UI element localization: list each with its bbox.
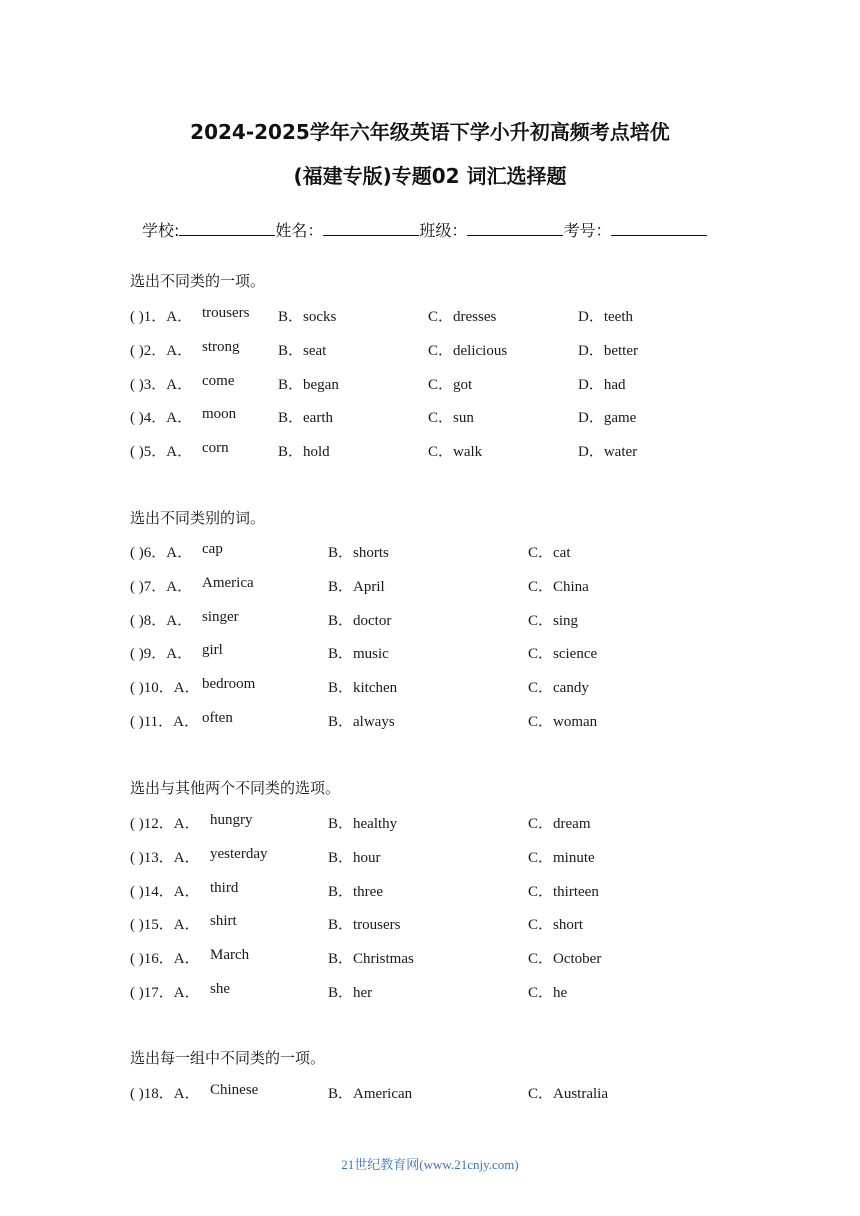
question-number: ( )18．A． xyxy=(130,1086,200,1102)
option-a: often xyxy=(202,710,233,726)
question-number: ( )13．A． xyxy=(130,849,200,866)
option-a: third xyxy=(210,879,239,896)
option-a: America xyxy=(202,574,254,591)
option-c: C．dream xyxy=(528,816,591,832)
option-b: B．American xyxy=(328,1086,413,1102)
name-blank xyxy=(323,221,419,236)
option-c: C．cat xyxy=(528,545,571,561)
question-row xyxy=(130,846,730,866)
question-row xyxy=(130,541,730,561)
question-row xyxy=(130,339,730,359)
class-blank xyxy=(467,221,563,236)
question-number: ( )9．A． xyxy=(130,646,193,663)
question-number: ( )12．A． xyxy=(130,816,200,832)
school-label: 学校: xyxy=(142,221,180,240)
option-c: C．dresses xyxy=(428,309,497,325)
option-c: C．got xyxy=(428,376,473,393)
class-label: 班级： xyxy=(419,221,468,240)
option-b: B．kitchen xyxy=(328,680,398,697)
option-b: B．always xyxy=(328,714,395,730)
question-number: ( )7．A． xyxy=(130,578,193,595)
option-d: D．water xyxy=(578,444,638,461)
question-row xyxy=(130,913,730,933)
option-c: C．thirteen xyxy=(528,883,599,900)
option-d: D．better xyxy=(578,342,638,359)
section-title: 选出每一组中不同类的一项。 xyxy=(130,1049,326,1067)
option-b: B．Christmas xyxy=(328,951,414,968)
option-a: March xyxy=(210,947,250,964)
question-number: ( )3．A． xyxy=(130,376,193,393)
option-b: B．healthy xyxy=(328,816,398,832)
option-c: C．woman xyxy=(528,714,598,730)
option-a: trousers xyxy=(202,305,250,321)
section-title: 选出与其他两个不同类的选项。 xyxy=(130,779,341,797)
question-row xyxy=(130,373,730,393)
option-d: D．teeth xyxy=(578,309,633,325)
option-b: B．three xyxy=(328,883,383,900)
option-b: B．began xyxy=(278,376,339,393)
option-c: C．sing xyxy=(528,612,579,629)
option-c: C．candy xyxy=(528,680,589,697)
option-c: C．walk xyxy=(428,444,483,461)
option-b: B．hold xyxy=(278,444,330,461)
footer-source: 21世纪教育网(www.21cnjy.com) xyxy=(341,1157,519,1172)
question-number: ( )2．A． xyxy=(130,342,193,359)
option-c: C．minute xyxy=(528,849,595,866)
question-number: ( )4．A． xyxy=(130,410,193,427)
section-title: 选出不同类别的词。 xyxy=(130,509,266,527)
option-c: C．China xyxy=(528,578,589,595)
option-c: C．October xyxy=(528,951,602,968)
option-a: cap xyxy=(202,541,223,557)
option-a: girl xyxy=(202,642,223,659)
option-b: B．her xyxy=(328,985,373,1001)
option-c: C．he xyxy=(528,985,568,1001)
option-a: hungry xyxy=(210,812,253,828)
section-title: 选出不同类的一项。 xyxy=(130,272,266,290)
option-a: moon xyxy=(202,406,237,423)
document-title-line2: (福建专版)专题02 词汇选择题 xyxy=(293,164,567,188)
option-d: D．had xyxy=(578,376,626,393)
option-c: C．Australia xyxy=(528,1086,608,1102)
question-number: ( )10．A． xyxy=(130,680,200,697)
question-number: ( )11．A． xyxy=(130,714,200,730)
question-row xyxy=(130,710,730,730)
question-number: ( )1．A． xyxy=(130,309,193,325)
question-number: ( )5．A． xyxy=(130,444,193,461)
option-a: strong xyxy=(202,338,240,355)
option-a: singer xyxy=(202,608,239,625)
question-number: ( )14．A． xyxy=(130,883,200,900)
student-info-line xyxy=(142,218,707,241)
question-number: ( )17．A． xyxy=(130,985,200,1001)
question-row xyxy=(130,305,730,325)
option-c: C．sun xyxy=(428,410,474,427)
option-a: Chinese xyxy=(210,1082,259,1098)
document-title-line1: 2024-2025学年六年级英语下学小升初高频考点培优 xyxy=(190,120,670,144)
option-d: D．game xyxy=(578,410,637,427)
option-a: she xyxy=(210,981,230,997)
question-row xyxy=(130,812,730,832)
option-b: B．doctor xyxy=(328,612,392,629)
question-row xyxy=(130,440,730,460)
question-row xyxy=(130,676,730,696)
option-a: yesterday xyxy=(210,845,268,862)
question-row xyxy=(130,1082,730,1102)
name-label: 姓名： xyxy=(275,221,324,240)
option-b: B．shorts xyxy=(328,545,389,561)
option-b: B．trousers xyxy=(328,917,401,934)
option-a: bedroom xyxy=(202,676,256,693)
option-b: B．earth xyxy=(278,410,333,427)
option-b: B．hour xyxy=(328,849,381,866)
question-row xyxy=(130,406,730,426)
exam-number-blank xyxy=(611,221,707,236)
question-number: ( )6．A． xyxy=(130,545,193,561)
question-number: ( )15．A． xyxy=(130,917,200,934)
option-b: B．socks xyxy=(278,309,337,325)
option-b: B．music xyxy=(328,646,389,663)
question-row xyxy=(130,981,730,1001)
option-b: B．April xyxy=(328,578,385,595)
option-a: shirt xyxy=(210,913,237,930)
question-number: ( )8．A． xyxy=(130,612,193,629)
option-a: corn xyxy=(202,440,229,457)
option-a: come xyxy=(202,372,235,389)
question-row xyxy=(130,575,730,595)
option-c: C．science xyxy=(528,646,598,663)
question-row xyxy=(130,880,730,900)
question-row xyxy=(130,642,730,662)
option-b: B．seat xyxy=(278,342,327,359)
question-row xyxy=(130,947,730,967)
option-c: C．short xyxy=(528,917,584,934)
question-number: ( )16．A． xyxy=(130,951,200,968)
school-blank xyxy=(179,221,275,236)
option-c: C．delicious xyxy=(428,342,508,359)
question-row xyxy=(130,609,730,629)
exam-number-label: 考号： xyxy=(563,221,612,240)
